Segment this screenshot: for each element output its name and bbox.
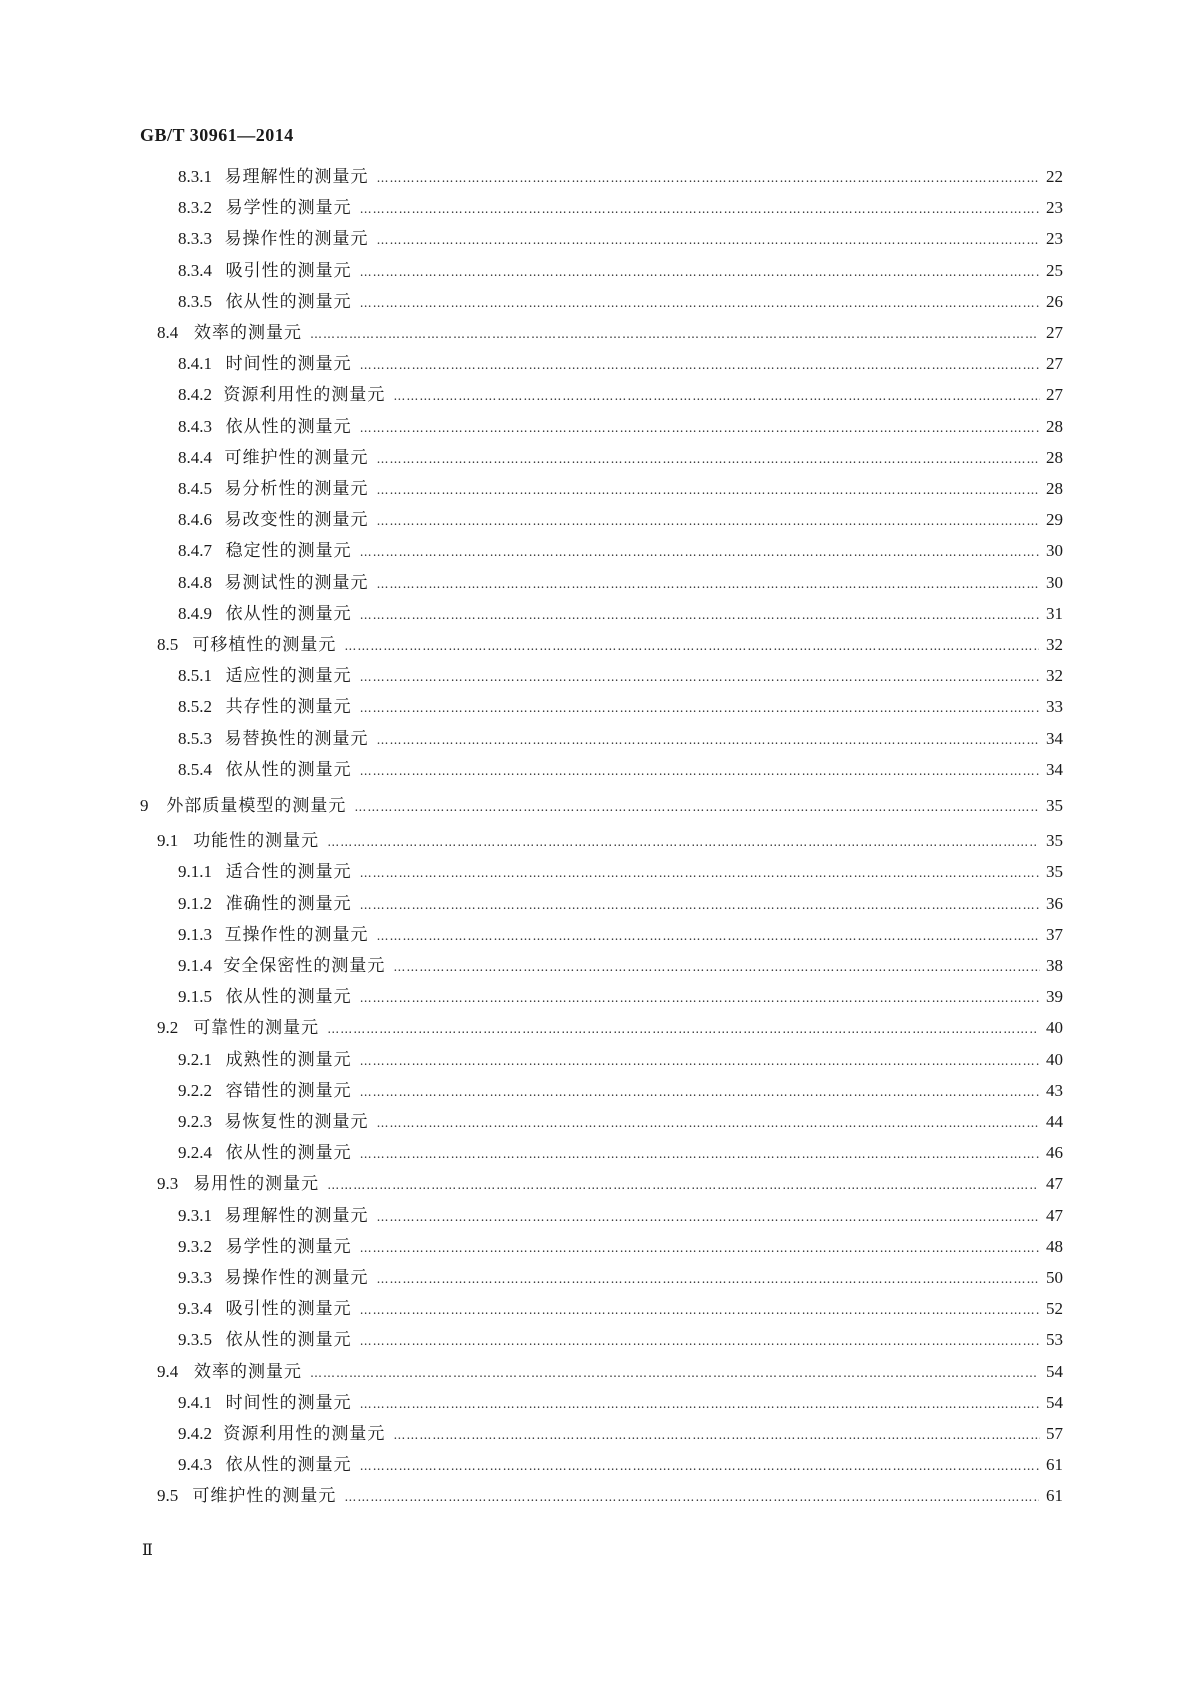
toc-entry-number: 8.5.4 — [178, 760, 212, 779]
toc-entry-page: 40 — [1046, 1018, 1063, 1037]
toc-entry-page: 33 — [1046, 697, 1063, 716]
toc-entry-title: 可维护性的测量元 — [192, 1486, 337, 1506]
toc-entry-title: 依从性的测量元 — [225, 1455, 352, 1475]
toc-entry-number: 9.3 — [157, 1174, 179, 1193]
toc-entry-number: 9.3.1 — [178, 1206, 212, 1225]
toc-entry-title: 易操作性的测量元 — [224, 229, 369, 249]
toc-dot-leader — [327, 1174, 1038, 1196]
toc-entry[interactable] — [178, 572, 1063, 595]
toc-entry[interactable] — [178, 540, 1063, 563]
toc-dot-leader — [377, 510, 1040, 532]
toc-entry-title: 易理解性的测量元 — [224, 167, 369, 187]
toc-entry-title: 安全保密性的测量元 — [223, 956, 386, 976]
toc-dot-leader — [360, 541, 1039, 563]
toc-dot-leader — [360, 1081, 1039, 1103]
toc-entry[interactable] — [178, 509, 1063, 532]
toc-dot-leader — [360, 354, 1039, 376]
toc-entry-page: 35 — [1046, 796, 1063, 815]
toc-entry-number: 8.3.1 — [178, 167, 212, 186]
toc-entry-number: 9.2.1 — [178, 1050, 212, 1069]
toc-entry-title: 时间性的测量元 — [225, 354, 352, 374]
toc-entry[interactable] — [157, 830, 1063, 853]
toc-entry-number: 8.5.3 — [178, 729, 212, 748]
toc-entry-title: 适应性的测量元 — [225, 666, 352, 686]
toc-entry[interactable] — [178, 696, 1063, 719]
toc-entry[interactable] — [178, 1142, 1063, 1165]
toc-entry[interactable] — [157, 1361, 1063, 1384]
toc-entry-title: 外部质量模型的测量元 — [166, 796, 347, 816]
toc-entry-title: 效率的测量元 — [194, 1362, 303, 1382]
toc-dot-leader — [327, 1018, 1038, 1040]
toc-dot-leader — [360, 261, 1039, 283]
toc-entry-number: 8.4.6 — [178, 510, 212, 529]
toc-entry-title: 依从性的测量元 — [225, 987, 352, 1007]
toc-dot-leader — [327, 831, 1038, 853]
toc-entry[interactable] — [178, 728, 1063, 751]
toc-entry-number: 9.4.2 — [178, 1424, 212, 1443]
toc-entry-title: 吸引性的测量元 — [225, 1299, 352, 1319]
toc-entry-number: 9.2.3 — [178, 1112, 212, 1131]
toc-entry-page: 61 — [1046, 1455, 1063, 1474]
toc-entry-page: 27 — [1046, 323, 1063, 342]
toc-dot-leader — [360, 1050, 1039, 1072]
toc-dot-leader — [360, 1393, 1039, 1415]
toc-entry-number: 8.5.2 — [178, 697, 212, 716]
toc-entry-page: 46 — [1046, 1143, 1063, 1162]
toc-entry-title: 可靠性的测量元 — [193, 1018, 320, 1038]
toc-entry[interactable] — [178, 1236, 1063, 1259]
toc-entry-title: 易改变性的测量元 — [224, 510, 369, 530]
toc-entry-page: 32 — [1046, 635, 1063, 654]
toc-entry[interactable] — [178, 260, 1063, 283]
document-id-header: GB/T 30961—2014 — [140, 125, 294, 145]
toc-dot-leader — [344, 635, 1038, 657]
toc-entry-title: 易替换性的测量元 — [224, 729, 369, 749]
toc-entry-number: 8.4.2 — [178, 385, 212, 404]
toc-entry-title: 依从性的测量元 — [225, 417, 352, 437]
toc-entry-page: 47 — [1046, 1174, 1063, 1193]
toc-entry-page: 53 — [1046, 1330, 1063, 1349]
toc-entry-number: 9.4.3 — [178, 1455, 212, 1474]
toc-entry-page: 32 — [1046, 666, 1063, 685]
toc-entry-page: 25 — [1046, 261, 1063, 280]
toc-entry-number: 9.2 — [157, 1018, 179, 1037]
toc-dot-leader — [360, 1330, 1039, 1352]
toc-entry[interactable] — [178, 1298, 1063, 1321]
toc-entry-page: 23 — [1046, 229, 1063, 248]
toc-entry-page: 47 — [1046, 1206, 1063, 1225]
toc-entry-title: 效率的测量元 — [194, 323, 303, 343]
toc-entry-number: 9.4.1 — [178, 1393, 212, 1412]
toc-entry[interactable] — [178, 986, 1063, 1009]
toc-entry-number: 9.3.2 — [178, 1237, 212, 1256]
toc-entry[interactable] — [140, 795, 1063, 818]
toc-dot-leader — [310, 1362, 1038, 1384]
toc-entry[interactable] — [178, 197, 1063, 220]
toc-entry[interactable] — [178, 416, 1063, 439]
toc-entry-title: 可维护性的测量元 — [224, 448, 369, 468]
toc-entry-page: 40 — [1046, 1050, 1063, 1069]
toc-entry-page: 28 — [1046, 417, 1063, 436]
toc-entry[interactable] — [178, 1049, 1063, 1072]
toc-dot-leader — [393, 956, 1040, 978]
toc-dot-leader — [377, 1206, 1040, 1228]
toc-entry-number: 8.4.5 — [178, 479, 212, 498]
toc-entry-title: 资源利用性的测量元 — [223, 385, 386, 405]
toc-entry-title: 成熟性的测量元 — [225, 1050, 352, 1070]
toc-entry[interactable] — [178, 955, 1063, 978]
toc-entry-page: 26 — [1046, 292, 1063, 311]
toc-entry-page: 34 — [1046, 729, 1063, 748]
toc-entry[interactable] — [178, 1080, 1063, 1103]
toc-dot-leader — [360, 1455, 1039, 1477]
toc-entry-number: 9.4 — [157, 1362, 179, 1381]
toc-entry-number: 9.1.3 — [178, 925, 212, 944]
toc-entry-title: 适合性的测量元 — [225, 862, 352, 882]
toc-entry[interactable] — [178, 665, 1063, 688]
toc-entry-number: 9.2.4 — [178, 1143, 212, 1162]
toc-entry-number: 8.3.2 — [178, 198, 212, 217]
toc-entry-number: 8.3.3 — [178, 229, 212, 248]
toc-entry-page: 35 — [1046, 862, 1063, 881]
toc-entry[interactable] — [178, 1205, 1063, 1228]
toc-entry-number: 8.4.7 — [178, 541, 212, 560]
toc-entry-page: 36 — [1046, 894, 1063, 913]
toc-entry[interactable] — [178, 893, 1063, 916]
toc-entry[interactable] — [178, 861, 1063, 884]
toc-entry[interactable] — [157, 322, 1063, 345]
toc-dot-leader — [360, 1143, 1039, 1165]
toc-dot-leader — [344, 1486, 1038, 1508]
toc-entry-title: 准确性的测量元 — [225, 894, 352, 914]
toc-entry-page: 38 — [1046, 956, 1063, 975]
toc-entry[interactable] — [178, 1267, 1063, 1290]
toc-entry-title: 依从性的测量元 — [225, 1143, 352, 1163]
toc-entry-number: 8.5.1 — [178, 666, 212, 685]
toc-entry-page: 61 — [1046, 1486, 1063, 1505]
toc-entry-title: 依从性的测量元 — [225, 604, 352, 624]
toc-entry-title: 依从性的测量元 — [225, 1330, 352, 1350]
toc-entry[interactable] — [178, 228, 1063, 251]
toc-entry-title: 稳定性的测量元 — [225, 541, 352, 561]
toc-entry-number: 8.4 — [157, 323, 179, 342]
toc-dot-leader — [360, 894, 1039, 916]
toc-entry-number: 9 — [140, 796, 149, 815]
toc-dot-leader — [377, 167, 1040, 189]
toc-entry-page: 30 — [1046, 541, 1063, 560]
toc-entry-title: 依从性的测量元 — [225, 760, 352, 780]
toc-dot-leader — [360, 604, 1039, 626]
toc-entry-number: 8.3.5 — [178, 292, 212, 311]
toc-entry-number: 9.1.1 — [178, 862, 212, 881]
toc-entry-title: 吸引性的测量元 — [225, 261, 352, 281]
toc-dot-leader — [310, 323, 1038, 345]
toc-entry-page: 37 — [1046, 925, 1063, 944]
toc-entry-title: 可移植性的测量元 — [192, 635, 337, 655]
toc-entry-page: 30 — [1046, 573, 1063, 592]
toc-entry-page: 54 — [1046, 1393, 1063, 1412]
toc-entry-number: 8.4.8 — [178, 573, 212, 592]
toc-entry-number: 8.4.9 — [178, 604, 212, 623]
toc-dot-leader — [377, 229, 1040, 251]
toc-entry-title: 易用性的测量元 — [193, 1174, 320, 1194]
toc-entry-number: 9.1 — [157, 831, 179, 850]
toc-entry-title: 容错性的测量元 — [225, 1081, 352, 1101]
toc-entry-page: 57 — [1046, 1424, 1063, 1443]
toc-entry-page: 28 — [1046, 448, 1063, 467]
toc-entry-number: 9.2.2 — [178, 1081, 212, 1100]
toc-dot-leader — [354, 796, 1039, 818]
toc-entry[interactable] — [178, 353, 1063, 376]
toc-entry[interactable] — [157, 1017, 1063, 1040]
toc-entry-page: 50 — [1046, 1268, 1063, 1287]
toc-entry-number: 9.1.2 — [178, 894, 212, 913]
toc-entry-title: 资源利用性的测量元 — [223, 1424, 386, 1444]
toc-entry-title: 易分析性的测量元 — [224, 479, 369, 499]
toc-dot-leader — [377, 1112, 1040, 1134]
toc-entry-number: 9.1.5 — [178, 987, 212, 1006]
toc-dot-leader — [360, 987, 1039, 1009]
toc-entry[interactable] — [178, 1111, 1063, 1134]
toc-entry[interactable] — [178, 166, 1063, 189]
toc-entry-page: 23 — [1046, 198, 1063, 217]
toc-entry-number: 9.3.5 — [178, 1330, 212, 1349]
toc-entry-page: 44 — [1046, 1112, 1063, 1131]
toc-entry[interactable] — [178, 291, 1063, 314]
toc-dot-leader — [377, 729, 1040, 751]
toc-entry-number: 8.5 — [157, 635, 179, 654]
toc-dot-leader — [377, 1268, 1040, 1290]
toc-entry-title: 易操作性的测量元 — [224, 1268, 369, 1288]
toc-entry[interactable] — [178, 384, 1063, 407]
toc-entry-page: 48 — [1046, 1237, 1063, 1256]
toc-entry-title: 时间性的测量元 — [225, 1393, 352, 1413]
toc-dot-leader — [393, 385, 1040, 407]
toc-entry-number: 9.3.3 — [178, 1268, 212, 1287]
toc-entry-title: 易测试性的测量元 — [224, 573, 369, 593]
toc-entry-title: 互操作性的测量元 — [224, 925, 369, 945]
toc-entry[interactable] — [157, 634, 1063, 657]
toc-dot-leader — [360, 666, 1039, 688]
toc-entry-number: 8.4.1 — [178, 354, 212, 373]
toc-entry-title: 易恢复性的测量元 — [224, 1112, 369, 1132]
toc-entry[interactable] — [178, 1329, 1063, 1352]
toc-entry[interactable] — [178, 603, 1063, 626]
toc-entry-title: 易学性的测量元 — [225, 198, 352, 218]
toc-dot-leader — [360, 198, 1039, 220]
toc-entry[interactable] — [178, 1423, 1063, 1446]
toc-entry-page: 27 — [1046, 385, 1063, 404]
toc-entry-number: 9.5 — [157, 1486, 179, 1505]
toc-entry-title: 易理解性的测量元 — [224, 1206, 369, 1226]
toc-entry[interactable] — [178, 478, 1063, 501]
toc-dot-leader — [377, 573, 1040, 595]
toc-entry-page: 35 — [1046, 831, 1063, 850]
toc-entry-page: 27 — [1046, 354, 1063, 373]
toc-entry[interactable] — [178, 759, 1063, 782]
toc-dot-leader — [393, 1424, 1040, 1446]
toc-dot-leader — [377, 925, 1040, 947]
toc-entry-title: 共存性的测量元 — [225, 697, 352, 717]
toc-entry-number: 8.4.3 — [178, 417, 212, 436]
toc-dot-leader — [360, 1237, 1039, 1259]
toc-entry-title: 功能性的测量元 — [193, 831, 320, 851]
toc-dot-leader — [360, 760, 1039, 782]
toc-entry-page: 22 — [1046, 167, 1063, 186]
toc-dot-leader — [360, 292, 1039, 314]
toc-entry-page: 34 — [1046, 760, 1063, 779]
toc-entry[interactable] — [178, 1454, 1063, 1477]
toc-entry[interactable] — [157, 1173, 1063, 1196]
toc-entry-page: 43 — [1046, 1081, 1063, 1100]
toc-entry[interactable] — [178, 447, 1063, 470]
toc-dot-leader — [360, 862, 1039, 884]
toc-entry-title: 依从性的测量元 — [225, 292, 352, 312]
toc-entry-number: 8.3.4 — [178, 261, 212, 280]
toc-entry-page: 52 — [1046, 1299, 1063, 1318]
toc-entry-page: 54 — [1046, 1362, 1063, 1381]
toc-entry-page: 39 — [1046, 987, 1063, 1006]
toc-entry-number: 8.4.4 — [178, 448, 212, 467]
toc-entry[interactable] — [157, 1485, 1063, 1508]
toc-entry-number: 9.3.4 — [178, 1299, 212, 1318]
toc-entry[interactable] — [178, 924, 1063, 947]
toc-entry-title: 易学性的测量元 — [225, 1237, 352, 1257]
toc-dot-leader — [377, 479, 1040, 501]
toc-dot-leader — [360, 1299, 1039, 1321]
toc-entry-page: 28 — [1046, 479, 1063, 498]
toc-entry-page: 31 — [1046, 604, 1063, 623]
toc-dot-leader — [360, 697, 1039, 719]
page-number-footer: Ⅱ — [142, 1542, 153, 1559]
toc-dot-leader — [377, 448, 1040, 470]
toc-entry-page: 29 — [1046, 510, 1063, 529]
toc-dot-leader — [360, 417, 1039, 439]
toc-entry[interactable] — [178, 1392, 1063, 1415]
toc-entry-number: 9.1.4 — [178, 956, 212, 975]
